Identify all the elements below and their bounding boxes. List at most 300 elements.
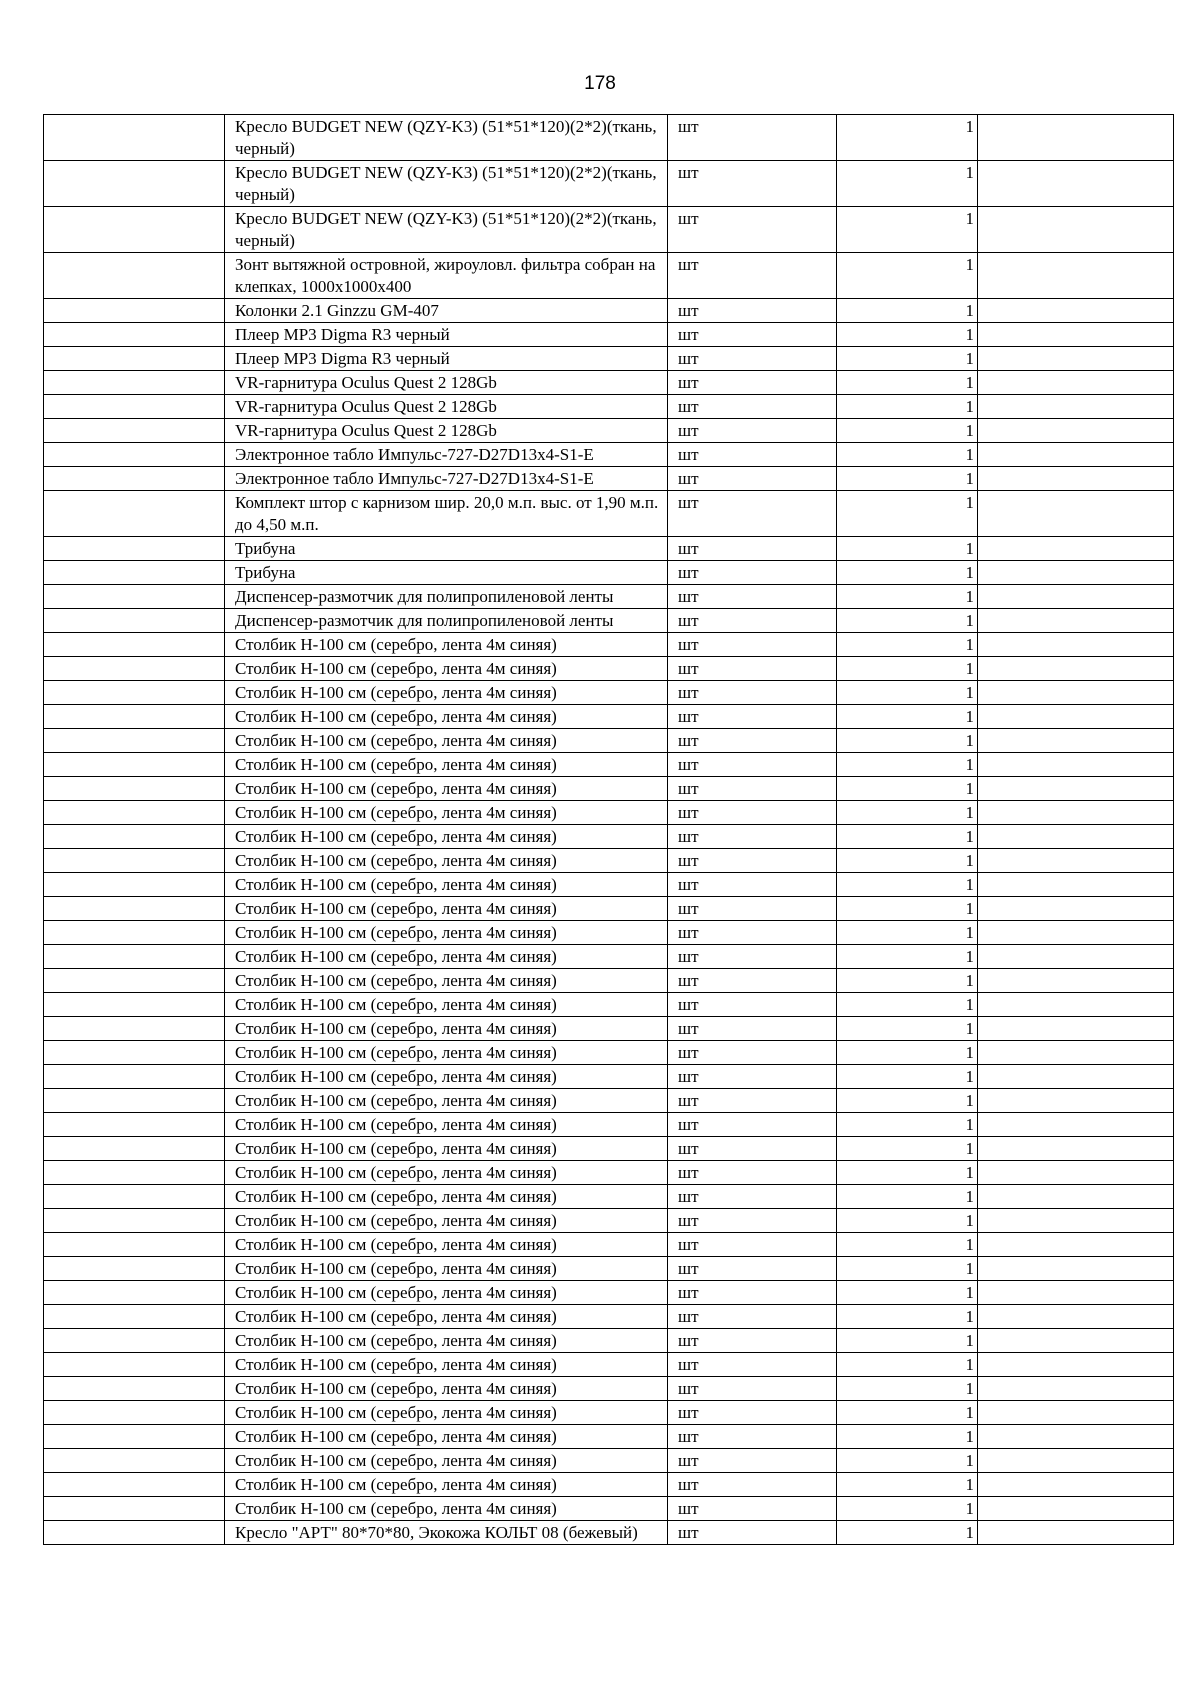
table-row bbox=[44, 657, 1174, 681]
table-row bbox=[44, 419, 1174, 443]
table-row bbox=[44, 1233, 1174, 1257]
row-number-cell bbox=[44, 681, 225, 705]
unit-cell: шт bbox=[668, 705, 837, 729]
table-row bbox=[44, 1257, 1174, 1281]
item-name-cell: Столбик Н-100 см (серебро, лента 4м синяя) bbox=[225, 729, 668, 753]
row-number-cell bbox=[44, 561, 225, 585]
quantity-cell: 1 bbox=[837, 443, 978, 467]
table-row bbox=[44, 1137, 1174, 1161]
item-name-cell: Диспенсер-размотчик для полипропиленовой ленты bbox=[225, 609, 668, 633]
row-number-cell bbox=[44, 537, 225, 561]
note-cell bbox=[978, 161, 1174, 207]
unit-cell: шт bbox=[668, 1137, 837, 1161]
unit-cell: шт bbox=[668, 1233, 837, 1257]
note-cell bbox=[978, 1185, 1174, 1209]
table-row bbox=[44, 585, 1174, 609]
item-name-cell: Столбик Н-100 см (серебро, лента 4м синяя) bbox=[225, 1137, 668, 1161]
table-row bbox=[44, 207, 1174, 253]
unit-cell: шт bbox=[668, 537, 837, 561]
row-number-cell bbox=[44, 1137, 225, 1161]
note-cell bbox=[978, 609, 1174, 633]
quantity-cell: 1 bbox=[837, 207, 978, 253]
unit-cell: шт bbox=[668, 299, 837, 323]
row-number-cell bbox=[44, 1257, 225, 1281]
note-cell bbox=[978, 419, 1174, 443]
unit-cell: шт bbox=[668, 681, 837, 705]
table-row bbox=[44, 921, 1174, 945]
unit-cell: шт bbox=[668, 323, 837, 347]
table-row bbox=[44, 705, 1174, 729]
item-name-cell: Столбик Н-100 см (серебро, лента 4м синяя) bbox=[225, 1089, 668, 1113]
row-number-cell bbox=[44, 161, 225, 207]
item-name-cell: Столбик Н-100 см (серебро, лента 4м синяя) bbox=[225, 1377, 668, 1401]
table-row bbox=[44, 161, 1174, 207]
quantity-cell: 1 bbox=[837, 1041, 978, 1065]
note-cell bbox=[978, 1425, 1174, 1449]
table-row bbox=[44, 945, 1174, 969]
unit-cell: шт bbox=[668, 801, 837, 825]
row-number-cell bbox=[44, 945, 225, 969]
quantity-cell: 1 bbox=[837, 1473, 978, 1497]
note-cell bbox=[978, 729, 1174, 753]
table-row bbox=[44, 1401, 1174, 1425]
table-row bbox=[44, 1065, 1174, 1089]
note-cell bbox=[978, 1017, 1174, 1041]
row-number-cell bbox=[44, 897, 225, 921]
note-cell bbox=[978, 945, 1174, 969]
note-cell bbox=[978, 801, 1174, 825]
quantity-cell: 1 bbox=[837, 801, 978, 825]
unit-cell: шт bbox=[668, 1185, 837, 1209]
note-cell bbox=[978, 115, 1174, 161]
table-row bbox=[44, 1521, 1174, 1545]
note-cell bbox=[978, 1497, 1174, 1521]
quantity-cell: 1 bbox=[837, 1257, 978, 1281]
row-number-cell bbox=[44, 1497, 225, 1521]
table-row bbox=[44, 1329, 1174, 1353]
note-cell bbox=[978, 657, 1174, 681]
page-number: 178 bbox=[584, 73, 616, 94]
item-name-cell: Зонт вытяжной островной, жироуловл. фильтра собран на клепках, 1000х1000х400 bbox=[225, 253, 668, 299]
note-cell bbox=[978, 1329, 1174, 1353]
item-name-cell: Столбик Н-100 см (серебро, лента 4м синяя) bbox=[225, 1401, 668, 1425]
table-row bbox=[44, 969, 1174, 993]
note-cell bbox=[978, 537, 1174, 561]
quantity-cell: 1 bbox=[837, 371, 978, 395]
table-row bbox=[44, 897, 1174, 921]
note-cell bbox=[978, 969, 1174, 993]
table-row bbox=[44, 395, 1174, 419]
row-number-cell bbox=[44, 609, 225, 633]
quantity-cell: 1 bbox=[837, 1185, 978, 1209]
note-cell bbox=[978, 467, 1174, 491]
quantity-cell: 1 bbox=[837, 849, 978, 873]
item-name-cell: Кресло BUDGET NEW (QZY-K3) (51*51*120)(2*2)(ткань, черный) bbox=[225, 161, 668, 207]
quantity-cell: 1 bbox=[837, 537, 978, 561]
item-name-cell: Колонки 2.1 Ginzzu GM-407 bbox=[225, 299, 668, 323]
quantity-cell: 1 bbox=[837, 945, 978, 969]
quantity-cell: 1 bbox=[837, 1329, 978, 1353]
unit-cell: шт bbox=[668, 1281, 837, 1305]
quantity-cell: 1 bbox=[837, 1017, 978, 1041]
item-name-cell: Столбик Н-100 см (серебро, лента 4м синяя) bbox=[225, 1161, 668, 1185]
note-cell bbox=[978, 849, 1174, 873]
item-name-cell: Столбик Н-100 см (серебро, лента 4м синяя) bbox=[225, 1425, 668, 1449]
unit-cell: шт bbox=[668, 1425, 837, 1449]
quantity-cell: 1 bbox=[837, 585, 978, 609]
table-row bbox=[44, 1017, 1174, 1041]
note-cell bbox=[978, 1137, 1174, 1161]
note-cell bbox=[978, 561, 1174, 585]
row-number-cell bbox=[44, 1425, 225, 1449]
note-cell bbox=[978, 299, 1174, 323]
item-name-cell: Электронное табло Импульс-727-D27D13x4-S1-E bbox=[225, 467, 668, 491]
quantity-cell: 1 bbox=[837, 491, 978, 537]
item-name-cell: Столбик Н-100 см (серебро, лента 4м синяя) bbox=[225, 801, 668, 825]
table-row bbox=[44, 1449, 1174, 1473]
item-name-cell: Столбик Н-100 см (серебро, лента 4м синяя) bbox=[225, 777, 668, 801]
row-number-cell bbox=[44, 729, 225, 753]
row-number-cell bbox=[44, 371, 225, 395]
row-number-cell bbox=[44, 347, 225, 371]
quantity-cell: 1 bbox=[837, 1281, 978, 1305]
row-number-cell bbox=[44, 253, 225, 299]
quantity-cell: 1 bbox=[837, 1113, 978, 1137]
item-name-cell: Трибуна bbox=[225, 561, 668, 585]
unit-cell: шт bbox=[668, 253, 837, 299]
unit-cell: шт bbox=[668, 395, 837, 419]
row-number-cell bbox=[44, 657, 225, 681]
item-name-cell: Столбик Н-100 см (серебро, лента 4м синяя) bbox=[225, 1473, 668, 1497]
unit-cell: шт bbox=[668, 1257, 837, 1281]
item-name-cell: Столбик Н-100 см (серебро, лента 4м синяя) bbox=[225, 945, 668, 969]
item-name-cell: Столбик Н-100 см (серебро, лента 4м синяя) bbox=[225, 1041, 668, 1065]
item-name-cell: Столбик Н-100 см (серебро, лента 4м синяя) bbox=[225, 921, 668, 945]
quantity-cell: 1 bbox=[837, 897, 978, 921]
item-name-cell: Столбик Н-100 см (серебро, лента 4м синяя) bbox=[225, 1449, 668, 1473]
table-row bbox=[44, 347, 1174, 371]
row-number-cell bbox=[44, 585, 225, 609]
quantity-cell: 1 bbox=[837, 395, 978, 419]
unit-cell: шт bbox=[668, 1353, 837, 1377]
table-row bbox=[44, 1113, 1174, 1137]
row-number-cell bbox=[44, 849, 225, 873]
item-name-cell: Кресло BUDGET NEW (QZY-K3) (51*51*120)(2*2)(ткань, черный) bbox=[225, 207, 668, 253]
unit-cell: шт bbox=[668, 729, 837, 753]
table-row bbox=[44, 873, 1174, 897]
quantity-cell: 1 bbox=[837, 1305, 978, 1329]
note-cell bbox=[978, 1449, 1174, 1473]
item-name-cell: Столбик Н-100 см (серебро, лента 4м синяя) bbox=[225, 1017, 668, 1041]
row-number-cell bbox=[44, 1113, 225, 1137]
row-number-cell bbox=[44, 467, 225, 491]
item-name-cell: Столбик Н-100 см (серебро, лента 4м синяя) bbox=[225, 657, 668, 681]
unit-cell: шт bbox=[668, 1089, 837, 1113]
item-name-cell: Столбик Н-100 см (серебро, лента 4м синяя) bbox=[225, 681, 668, 705]
quantity-cell: 1 bbox=[837, 161, 978, 207]
unit-cell: шт bbox=[668, 849, 837, 873]
quantity-cell: 1 bbox=[837, 467, 978, 491]
unit-cell: шт bbox=[668, 347, 837, 371]
quantity-cell: 1 bbox=[837, 705, 978, 729]
unit-cell: шт bbox=[668, 1497, 837, 1521]
quantity-cell: 1 bbox=[837, 873, 978, 897]
row-number-cell bbox=[44, 753, 225, 777]
quantity-cell: 1 bbox=[837, 1497, 978, 1521]
quantity-cell: 1 bbox=[837, 347, 978, 371]
row-number-cell bbox=[44, 1161, 225, 1185]
item-name-cell: Столбик Н-100 см (серебро, лента 4м синяя) bbox=[225, 825, 668, 849]
unit-cell: шт bbox=[668, 1521, 837, 1545]
quantity-cell: 1 bbox=[837, 657, 978, 681]
row-number-cell bbox=[44, 969, 225, 993]
quantity-cell: 1 bbox=[837, 419, 978, 443]
row-number-cell bbox=[44, 705, 225, 729]
row-number-cell bbox=[44, 825, 225, 849]
row-number-cell bbox=[44, 921, 225, 945]
unit-cell: шт bbox=[668, 585, 837, 609]
note-cell bbox=[978, 585, 1174, 609]
row-number-cell bbox=[44, 1329, 225, 1353]
note-cell bbox=[978, 253, 1174, 299]
item-name-cell: Столбик Н-100 см (серебро, лента 4м синяя) bbox=[225, 1185, 668, 1209]
table-row bbox=[44, 729, 1174, 753]
quantity-cell: 1 bbox=[837, 1425, 978, 1449]
item-name-cell: Столбик Н-100 см (серебро, лента 4м синяя) bbox=[225, 1353, 668, 1377]
row-number-cell bbox=[44, 873, 225, 897]
note-cell bbox=[978, 1209, 1174, 1233]
item-name-cell: Кресло BUDGET NEW (QZY-K3) (51*51*120)(2*2)(ткань, черный) bbox=[225, 115, 668, 161]
row-number-cell bbox=[44, 115, 225, 161]
row-number-cell bbox=[44, 491, 225, 537]
item-name-cell: Столбик Н-100 см (серебро, лента 4м синяя) bbox=[225, 1209, 668, 1233]
item-name-cell: Плеер MP3 Digma R3 черный bbox=[225, 347, 668, 371]
note-cell bbox=[978, 1065, 1174, 1089]
table-row bbox=[44, 1305, 1174, 1329]
quantity-cell: 1 bbox=[837, 1209, 978, 1233]
unit-cell: шт bbox=[668, 1329, 837, 1353]
note-cell bbox=[978, 347, 1174, 371]
table-row bbox=[44, 1161, 1174, 1185]
note-cell bbox=[978, 491, 1174, 537]
note-cell bbox=[978, 1233, 1174, 1257]
unit-cell: шт bbox=[668, 825, 837, 849]
item-name-cell: VR-гарнитура Oculus Quest 2 128Gb bbox=[225, 395, 668, 419]
unit-cell: шт bbox=[668, 161, 837, 207]
note-cell bbox=[978, 681, 1174, 705]
unit-cell: шт bbox=[668, 1113, 837, 1137]
table-row bbox=[44, 681, 1174, 705]
item-name-cell: Столбик Н-100 см (серебро, лента 4м синяя) bbox=[225, 633, 668, 657]
table-row bbox=[44, 467, 1174, 491]
note-cell bbox=[978, 371, 1174, 395]
row-number-cell bbox=[44, 1473, 225, 1497]
quantity-cell: 1 bbox=[837, 1521, 978, 1545]
unit-cell: шт bbox=[668, 1401, 837, 1425]
quantity-cell: 1 bbox=[837, 777, 978, 801]
table-row bbox=[44, 1041, 1174, 1065]
table-row bbox=[44, 1497, 1174, 1521]
quantity-cell: 1 bbox=[837, 1401, 978, 1425]
quantity-cell: 1 bbox=[837, 921, 978, 945]
note-cell bbox=[978, 633, 1174, 657]
note-cell bbox=[978, 825, 1174, 849]
item-name-cell: Столбик Н-100 см (серебро, лента 4м синяя) bbox=[225, 1257, 668, 1281]
inventory-table bbox=[43, 114, 1174, 1545]
item-name-cell: Столбик Н-100 см (серебро, лента 4м синяя) bbox=[225, 849, 668, 873]
table-row bbox=[44, 633, 1174, 657]
row-number-cell bbox=[44, 1233, 225, 1257]
table-row bbox=[44, 849, 1174, 873]
item-name-cell: Плеер MP3 Digma R3 черный bbox=[225, 323, 668, 347]
quantity-cell: 1 bbox=[837, 681, 978, 705]
row-number-cell bbox=[44, 299, 225, 323]
item-name-cell: Электронное табло Импульс-727-D27D13x4-S1-E bbox=[225, 443, 668, 467]
table-row bbox=[44, 1377, 1174, 1401]
note-cell bbox=[978, 753, 1174, 777]
row-number-cell bbox=[44, 395, 225, 419]
row-number-cell bbox=[44, 1449, 225, 1473]
row-number-cell bbox=[44, 1353, 225, 1377]
item-name-cell: Комплект штор с карнизом шир. 20,0 м.п. выс. от 1,90 м.п. до 4,50 м.п. bbox=[225, 491, 668, 537]
row-number-cell bbox=[44, 207, 225, 253]
item-name-cell: Столбик Н-100 см (серебро, лента 4м синяя) bbox=[225, 705, 668, 729]
unit-cell: шт bbox=[668, 969, 837, 993]
row-number-cell bbox=[44, 1377, 225, 1401]
table-row bbox=[44, 1281, 1174, 1305]
item-name-cell: Столбик Н-100 см (серебро, лента 4м синяя) bbox=[225, 1305, 668, 1329]
unit-cell: шт bbox=[668, 1209, 837, 1233]
row-number-cell bbox=[44, 1521, 225, 1545]
quantity-cell: 1 bbox=[837, 1137, 978, 1161]
row-number-cell bbox=[44, 993, 225, 1017]
item-name-cell: Кресло "АРТ" 80*70*80, Экокожа КОЛЬТ 08 (бежевый) bbox=[225, 1521, 668, 1545]
item-name-cell: Столбик Н-100 см (серебро, лента 4м синяя) bbox=[225, 1497, 668, 1521]
unit-cell: шт bbox=[668, 1017, 837, 1041]
row-number-cell bbox=[44, 1185, 225, 1209]
note-cell bbox=[978, 1161, 1174, 1185]
row-number-cell bbox=[44, 419, 225, 443]
row-number-cell bbox=[44, 1401, 225, 1425]
row-number-cell bbox=[44, 801, 225, 825]
table-row bbox=[44, 323, 1174, 347]
row-number-cell bbox=[44, 1281, 225, 1305]
unit-cell: шт bbox=[668, 777, 837, 801]
table-row bbox=[44, 253, 1174, 299]
table-row bbox=[44, 825, 1174, 849]
note-cell bbox=[978, 395, 1174, 419]
note-cell bbox=[978, 897, 1174, 921]
quantity-cell: 1 bbox=[837, 729, 978, 753]
quantity-cell: 1 bbox=[837, 825, 978, 849]
unit-cell: шт bbox=[668, 753, 837, 777]
note-cell bbox=[978, 1257, 1174, 1281]
note-cell bbox=[978, 1281, 1174, 1305]
quantity-cell: 1 bbox=[837, 969, 978, 993]
unit-cell: шт bbox=[668, 443, 837, 467]
table-row bbox=[44, 801, 1174, 825]
table-row bbox=[44, 443, 1174, 467]
unit-cell: шт bbox=[668, 467, 837, 491]
note-cell bbox=[978, 1401, 1174, 1425]
table-row bbox=[44, 299, 1174, 323]
quantity-cell: 1 bbox=[837, 1233, 978, 1257]
row-number-cell bbox=[44, 443, 225, 467]
unit-cell: шт bbox=[668, 207, 837, 253]
unit-cell: шт bbox=[668, 657, 837, 681]
table-row bbox=[44, 1089, 1174, 1113]
unit-cell: шт bbox=[668, 491, 837, 537]
item-name-cell: Столбик Н-100 см (серебро, лента 4м синяя) bbox=[225, 1113, 668, 1137]
note-cell bbox=[978, 443, 1174, 467]
quantity-cell: 1 bbox=[837, 323, 978, 347]
row-number-cell bbox=[44, 1017, 225, 1041]
item-name-cell: Столбик Н-100 см (серебро, лента 4м синяя) bbox=[225, 1233, 668, 1257]
unit-cell: шт bbox=[668, 419, 837, 443]
unit-cell: шт bbox=[668, 1065, 837, 1089]
item-name-cell: Столбик Н-100 см (серебро, лента 4м синяя) bbox=[225, 897, 668, 921]
unit-cell: шт bbox=[668, 561, 837, 585]
quantity-cell: 1 bbox=[837, 1065, 978, 1089]
table-row bbox=[44, 115, 1174, 161]
quantity-cell: 1 bbox=[837, 609, 978, 633]
item-name-cell: Столбик Н-100 см (серебро, лента 4м синяя) bbox=[225, 1065, 668, 1089]
row-number-cell bbox=[44, 1089, 225, 1113]
item-name-cell: Столбик Н-100 см (серебро, лента 4м синяя) bbox=[225, 993, 668, 1017]
table-row bbox=[44, 609, 1174, 633]
note-cell bbox=[978, 1473, 1174, 1497]
unit-cell: шт bbox=[668, 1161, 837, 1185]
unit-cell: шт bbox=[668, 1473, 837, 1497]
quantity-cell: 1 bbox=[837, 299, 978, 323]
quantity-cell: 1 bbox=[837, 1089, 978, 1113]
quantity-cell: 1 bbox=[837, 753, 978, 777]
note-cell bbox=[978, 1521, 1174, 1545]
table-row bbox=[44, 561, 1174, 585]
note-cell bbox=[978, 1113, 1174, 1137]
row-number-cell bbox=[44, 1209, 225, 1233]
row-number-cell bbox=[44, 633, 225, 657]
unit-cell: шт bbox=[668, 609, 837, 633]
table-row bbox=[44, 993, 1174, 1017]
quantity-cell: 1 bbox=[837, 1449, 978, 1473]
note-cell bbox=[978, 1089, 1174, 1113]
row-number-cell bbox=[44, 1305, 225, 1329]
table-row bbox=[44, 1209, 1174, 1233]
note-cell bbox=[978, 873, 1174, 897]
row-number-cell bbox=[44, 1041, 225, 1065]
note-cell bbox=[978, 1305, 1174, 1329]
quantity-cell: 1 bbox=[837, 115, 978, 161]
table-row bbox=[44, 1425, 1174, 1449]
item-name-cell: Столбик Н-100 см (серебро, лента 4м синяя) bbox=[225, 873, 668, 897]
inventory-table-body bbox=[44, 115, 1174, 1545]
table-row bbox=[44, 491, 1174, 537]
unit-cell: шт bbox=[668, 897, 837, 921]
note-cell bbox=[978, 207, 1174, 253]
quantity-cell: 1 bbox=[837, 1377, 978, 1401]
quantity-cell: 1 bbox=[837, 253, 978, 299]
item-name-cell: Диспенсер-размотчик для полипропиленовой ленты bbox=[225, 585, 668, 609]
table-row bbox=[44, 1353, 1174, 1377]
note-cell bbox=[978, 993, 1174, 1017]
quantity-cell: 1 bbox=[837, 993, 978, 1017]
unit-cell: шт bbox=[668, 921, 837, 945]
quantity-cell: 1 bbox=[837, 1353, 978, 1377]
item-name-cell: Столбик Н-100 см (серебро, лента 4м синяя) bbox=[225, 753, 668, 777]
unit-cell: шт bbox=[668, 115, 837, 161]
note-cell bbox=[978, 777, 1174, 801]
